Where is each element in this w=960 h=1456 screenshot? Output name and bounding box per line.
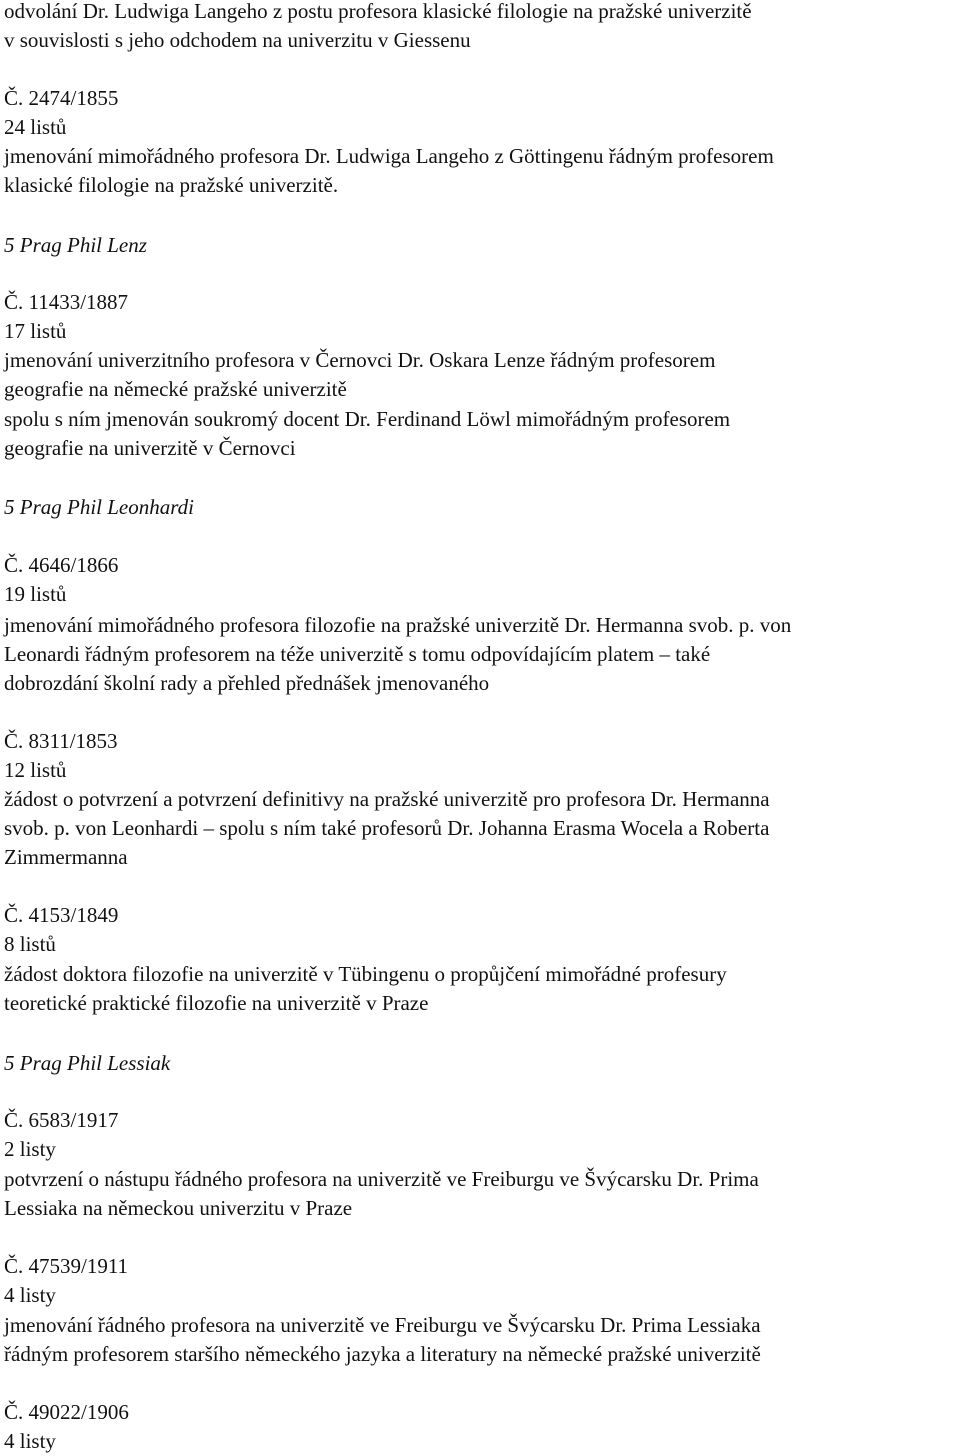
record-line: 19 listů <box>4 581 67 606</box>
record-line: Lessiaka na německou univerzitu v Praze <box>4 1195 353 1220</box>
record-line: jmenování mimořádného profesora filozofie na pražské univerzitě Dr. Hermanna svob. p. von <box>4 612 792 637</box>
record-line: geografie na německé pražské univerzitě <box>4 376 347 401</box>
record-line: jmenování řádného profesora na univerzitě ve Freiburgu ve Švýcarsku Dr. Prima Lessiaka <box>4 1312 761 1337</box>
record-line: teoretické praktické filozofie na univerzitě v Praze <box>4 990 429 1015</box>
record-line: jmenování mimořádného profesora Dr. Ludwiga Langeho z Göttingenu řádným profesorem <box>4 143 774 168</box>
record-line: Č. 11433/1887 <box>4 289 129 314</box>
record-line: Č. 49022/1906 <box>4 1399 129 1424</box>
record-line: 24 listů <box>4 114 67 139</box>
record-line: Č. 8311/1853 <box>4 728 118 753</box>
record-line: žádost doktora filozofie na univerzitě v Tübingenu o propůjčení mimořádné profesury <box>4 961 727 986</box>
fond-heading: 5 Prag Phil Lenz <box>4 232 147 257</box>
record-line: Č. 4153/1849 <box>4 902 119 927</box>
record-line: 4 listy <box>4 1282 56 1307</box>
record-line: Leonardi řádným profesorem na téže univerzitě s tomu odpovídajícím platem – také <box>4 641 711 666</box>
record-line: geografie na univerzitě v Černovci <box>4 435 296 460</box>
record-line: Zimmermanna <box>4 844 128 869</box>
record-line: jmenování univerzitního profesora v Černovci Dr. Oskara Lenze řádným profesorem <box>4 347 716 372</box>
record-line: řádným profesorem staršího německého jazyka a literatury na německé pražské univerzitě <box>4 1341 761 1366</box>
fond-heading: 5 Prag Phil Lessiak <box>4 1050 171 1075</box>
record-line: Č. 2474/1855 <box>4 85 119 110</box>
record-line: Č. 4646/1866 <box>4 552 119 577</box>
fond-heading: 5 Prag Phil Leonhardi <box>4 494 194 519</box>
record-line: potvrzení o nástupu řádného profesora na univerzitě ve Freiburgu ve Švýcarsku Dr. Prima <box>4 1166 759 1191</box>
record-line: 2 listy <box>4 1136 56 1161</box>
record-line: spolu s ním jmenován soukromý docent Dr. Ferdinand Löwl mimořádným profesorem <box>4 406 731 431</box>
record-line: 8 listů <box>4 931 56 956</box>
record-line: 4 listy <box>4 1428 56 1453</box>
record-line: svob. p. von Leonhardi – spolu s ním také profesorů Dr. Johanna Erasma Wocela a Roberta <box>4 815 770 840</box>
record-line: Č. 6583/1917 <box>4 1107 119 1132</box>
record-line: žádost o potvrzení a potvrzení definitivy na pražské univerzitě pro profesora Dr. Hermanna <box>4 786 770 811</box>
record-line: Č. 47539/1911 <box>4 1253 129 1278</box>
record-line: odvolání Dr. Ludwiga Langeho z postu profesora klasické filologie na pražské univerzitě <box>4 0 752 23</box>
record-line: dobrozdání školní rady a přehled přednášek jmenovaného <box>4 670 490 695</box>
record-line: 12 listů <box>4 757 67 782</box>
record-line: klasické filologie na pražské univerzitě. <box>4 172 339 197</box>
record-line: 17 listů <box>4 318 67 343</box>
record-line: v souvislosti s jeho odchodem na univerzitu v Giessenu <box>4 27 471 52</box>
